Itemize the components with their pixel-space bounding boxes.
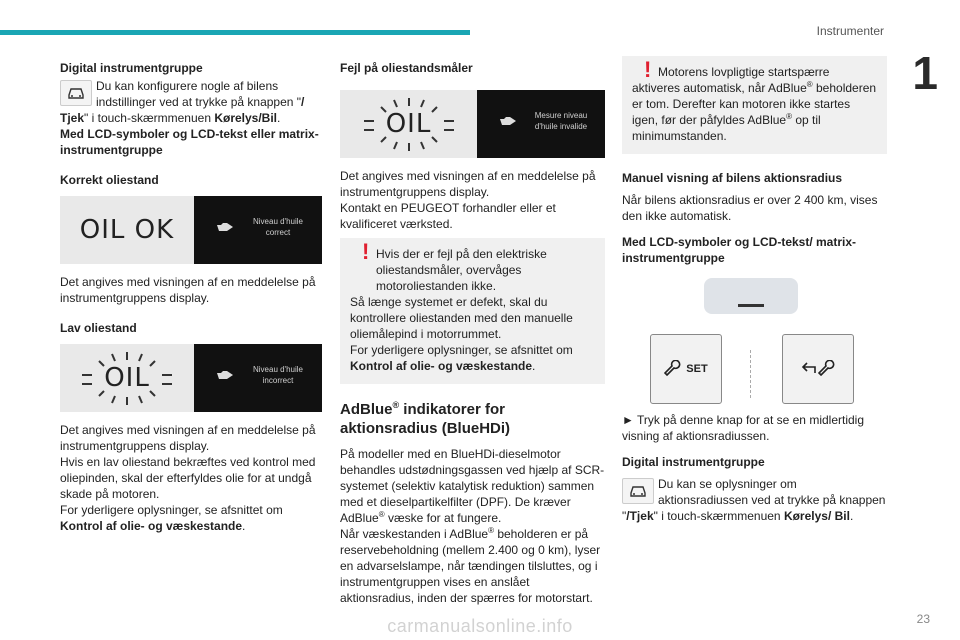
heading-oil-fault: Fejl på oliestandsmåler <box>340 61 473 75</box>
oil-low-message: Niveau d'huile incorrect <box>252 365 303 385</box>
wrench-icon <box>664 360 682 378</box>
oil-ok-message: Niveau d'huile correct <box>252 217 303 237</box>
paragraph-low-oil-2: Hvis en lav oliestand bekræftes ved kontrol med oliepinden, skal der efterfyldes olie for at undgå skade på motoren. <box>60 455 316 501</box>
section-title: Instrumenter <box>816 24 884 38</box>
car-icon <box>622 478 654 504</box>
column-2 <box>340 58 605 606</box>
paragraph-correct-oil: Det angives med visningen af en meddelelse på instrumentgruppens display. <box>60 275 316 305</box>
column-1 <box>60 58 322 534</box>
column-3 <box>622 58 887 524</box>
oil-fault-panel <box>340 90 605 158</box>
page-number: 23 <box>916 612 930 626</box>
paragraph-digital-range: Du kan se oplysninger om aktionsradiussen ved at trykke på knappen "/Tjek" i touch-skærmmenuen Kørelys/ Bil. <box>622 477 886 523</box>
oil-low-text: OIL <box>104 363 150 393</box>
oil-fault-message: Mesure niveau d'huile invalide <box>534 111 588 131</box>
header-accent-bar <box>0 30 470 35</box>
oil-fault-text: OIL <box>385 109 432 139</box>
paragraph-low-oil-1: Det angives med visningen af en meddelelse på instrumentgruppens display. <box>60 423 316 453</box>
paragraph-adblue-1: På modeller med en BlueHDi-dieselmotor behandles udstødningsgassen ved hjælp af SCR-systemet (selektiv katalytisk reduktion) sammen med et dieselpartikelfilter (DPF). De kræver AdBlue® væske for at fungere. <box>340 447 605 525</box>
paragraph-lcd-cluster: Med LCD-symboler og LCD-tekst eller matrix-instrumentgruppe <box>60 127 319 157</box>
heading-lcd-matrix: Med LCD-symboler og LCD-tekst/ matrix-instrumentgruppe <box>622 235 857 265</box>
paragraph-press-button: ► Tryk på denne knap for at se en midlertidig visning af aktionsradiussen. <box>622 413 865 443</box>
chapter-number: 1 <box>912 47 938 99</box>
oil-can-icon <box>216 370 234 380</box>
car-icon <box>60 80 92 106</box>
oil-can-icon <box>499 116 517 126</box>
return-wrench-button <box>782 334 854 404</box>
paragraph-digital-config: Du kan konfigurere nogle af bilens indstillinger ved at trykke på knappen "/ Tjek" i touch-skærmmenuen Kørelys/Bil. <box>60 79 305 125</box>
paragraph-adblue-2: Når væskestanden i AdBlue® beholderen er på reservebeholdning (mellem 2.400 og 0 km), lyser en advarselslampe, når tændingen tilsluttes, og i instrumentgruppen vises en anslået aktionsradius, inden der spærres for motorstart. <box>340 526 601 605</box>
warning-exclamation-icon: ! <box>362 239 370 264</box>
cluster-button-illustration <box>704 278 798 314</box>
wrench-icon <box>818 360 836 378</box>
watermark: carmanualsonline.info <box>387 616 573 636</box>
paragraph-oil-fault-2: Kontakt en PEUGEOT forhandler eller et kvalificeret værksted. <box>340 201 556 231</box>
warning-box-oil-gauge: ! Hvis der er fejl på den elektriske oliestandsmåler, overvåges motoroliestanden ikke. Så længe systemet er defekt, skal du kontrollere oliestanden med den manuelle oliemålepind i motorrummet. For yderligere oplysninger, se afsnittet om Kontrol af olie- og væskestande. <box>340 238 605 384</box>
divider <box>750 350 751 398</box>
heading-digital-cluster-2: Digital instrumentgruppe <box>622 455 765 469</box>
heading-low-oil: Lav oliestand <box>60 321 137 335</box>
oil-ok-panel <box>60 196 322 264</box>
steering-controls-illustration <box>622 274 887 404</box>
paragraph-low-oil-3: For yderligere oplysninger, se afsnittet om Kontrol af olie- og væskestande. <box>60 503 283 533</box>
paragraph-manual-range: Når bilens aktionsradius er over 2 400 km, vises den ikke automatisk. <box>622 193 878 223</box>
heading-correct-oil: Korrekt oliestand <box>60 173 159 187</box>
set-button: SET <box>650 334 722 404</box>
warning-exclamation-icon: ! <box>644 57 652 82</box>
heading-adblue: AdBlue® indikatorer for aktionsradius (BlueHDi) <box>340 400 511 437</box>
return-arrow-icon <box>800 361 818 377</box>
oil-ok-text: OIL OK <box>79 215 175 245</box>
heading-digital-cluster: Digital instrumentgruppe <box>60 61 203 75</box>
paragraph-oil-fault-1: Det angives med visningen af en meddelelse på instrumentgruppens display. <box>340 169 596 199</box>
oil-can-icon <box>216 222 234 232</box>
oil-low-panel <box>60 344 322 412</box>
heading-manual-range: Manuel visning af bilens aktionsradius <box>622 171 843 185</box>
warning-box-adblue: ! Motorens lovpligtige startspærre aktiveres automatisk, når AdBlue® beholderen er tom. Derefter kan motoren ikke startes igen, før der påfyldes AdBlue® op til minimumstanden. <box>622 56 887 154</box>
